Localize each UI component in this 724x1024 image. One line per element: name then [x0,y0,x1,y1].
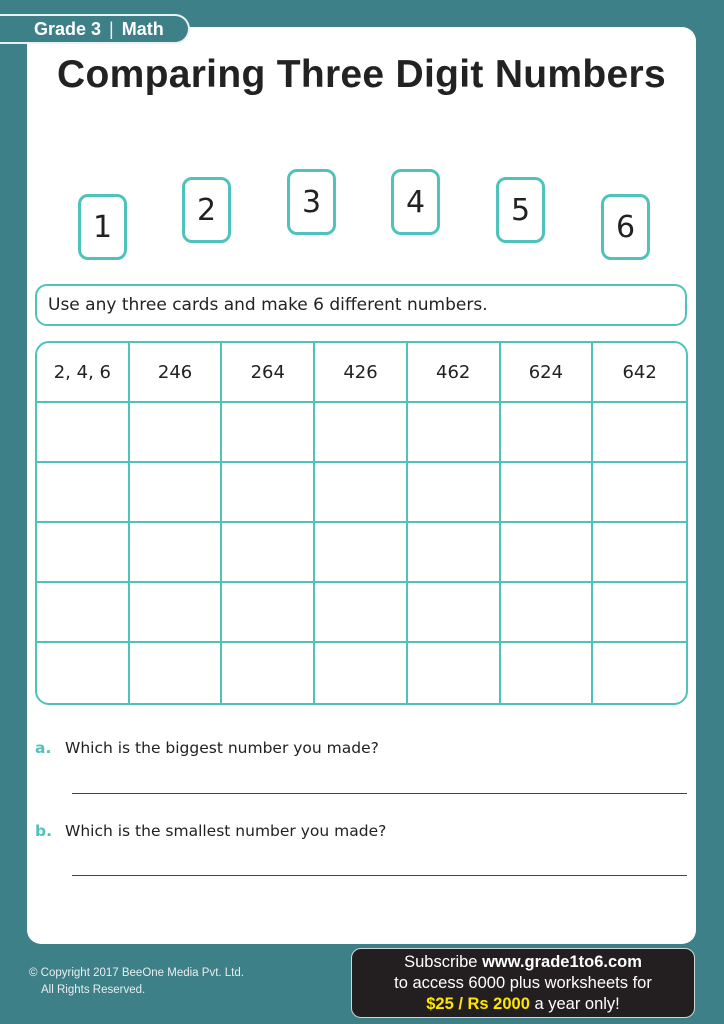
copyright-notice [29,965,244,999]
question-a-label: a. [35,739,52,757]
table-cell-empty[interactable] [130,403,223,463]
page-title: Comparing Three Digit Numbers [57,53,666,96]
copyright-line-2: All Rights Reserved. [41,984,146,996]
question-b [35,822,386,840]
table-cell-empty[interactable] [130,583,223,643]
table-cell-empty[interactable] [222,643,315,703]
table-cell-empty[interactable] [222,463,315,523]
subscribe-url-link[interactable]: www.grade1to6.com [482,953,642,971]
subscribe-banner[interactable] [351,948,695,1018]
number-card-3: 3 [287,169,336,235]
subscribe-line-3 [352,994,694,1015]
subscribe-suffix: a year only! [529,995,620,1013]
table-cell-empty[interactable] [501,643,594,703]
table-cell-empty[interactable] [130,523,223,583]
table-cell-empty[interactable] [593,403,686,463]
grade-label: Grade 3 [34,18,102,39]
question-b-text: Which is the smallest number you made? [65,822,387,840]
table-cell-empty[interactable] [593,523,686,583]
tab-separator: | [109,18,114,39]
number-card-1: 1 [78,194,127,260]
number-card-2: 2 [182,177,231,243]
copyright-line-1: © Copyright 2017 BeeOne Media Pvt. Ltd. [29,967,244,979]
table-cell-empty[interactable] [501,403,594,463]
number-card-6: 6 [601,194,650,260]
numbers-table [35,341,688,705]
table-cell: 264 [222,343,315,403]
question-a [35,739,379,757]
answer-line-a[interactable] [72,793,687,794]
grade-subject-tab [0,14,190,44]
table-cell-empty[interactable] [315,643,408,703]
table-cell-empty[interactable] [222,523,315,583]
table-cell-empty[interactable] [315,523,408,583]
instruction-text: Use any three cards and make 6 different numbers. [48,295,488,315]
table-cell-empty[interactable] [408,463,501,523]
table-cell-empty[interactable] [315,583,408,643]
answer-line-b[interactable] [72,875,687,876]
table-cell-empty[interactable] [222,583,315,643]
table-cell-empty[interactable] [37,463,130,523]
table-cell-empty[interactable] [37,583,130,643]
table-cell-empty[interactable] [501,523,594,583]
question-a-text: Which is the biggest number you made? [65,739,379,757]
table-cell-empty[interactable] [37,403,130,463]
subscribe-line-2: to access 6000 plus worksheets for [394,974,652,992]
table-cell-empty[interactable] [408,643,501,703]
table-cell: 624 [501,343,594,403]
instruction-box [35,284,687,326]
subscribe-price: $25 / Rs 2000 [426,995,530,1013]
number-card-4: 4 [391,169,440,235]
table-cell-empty[interactable] [222,403,315,463]
table-cell: 462 [408,343,501,403]
subscribe-line-1 [352,952,694,973]
table-cell-empty[interactable] [315,403,408,463]
table-cell-empty[interactable] [593,583,686,643]
table-cell-empty[interactable] [593,463,686,523]
table-cell-empty[interactable] [37,523,130,583]
table-cell: 246 [130,343,223,403]
table-cell-empty[interactable] [315,463,408,523]
number-card-5: 5 [496,177,545,243]
question-b-label: b. [35,822,52,840]
table-cell-empty[interactable] [37,643,130,703]
table-cell-empty[interactable] [408,583,501,643]
table-cell-empty[interactable] [501,463,594,523]
table-cell: 426 [315,343,408,403]
table-cell-empty[interactable] [408,403,501,463]
table-cell: 642 [593,343,686,403]
worksheet-card [27,27,696,944]
table-cell-empty[interactable] [408,523,501,583]
table-cell-empty[interactable] [593,643,686,703]
table-cell-empty[interactable] [130,463,223,523]
table-cell-empty[interactable] [130,643,223,703]
subject-label: Math [121,18,164,39]
subscribe-prefix: Subscribe [404,953,483,971]
table-cell-digits: 2, 4, 6 [37,343,130,403]
table-cell-empty[interactable] [501,583,594,643]
